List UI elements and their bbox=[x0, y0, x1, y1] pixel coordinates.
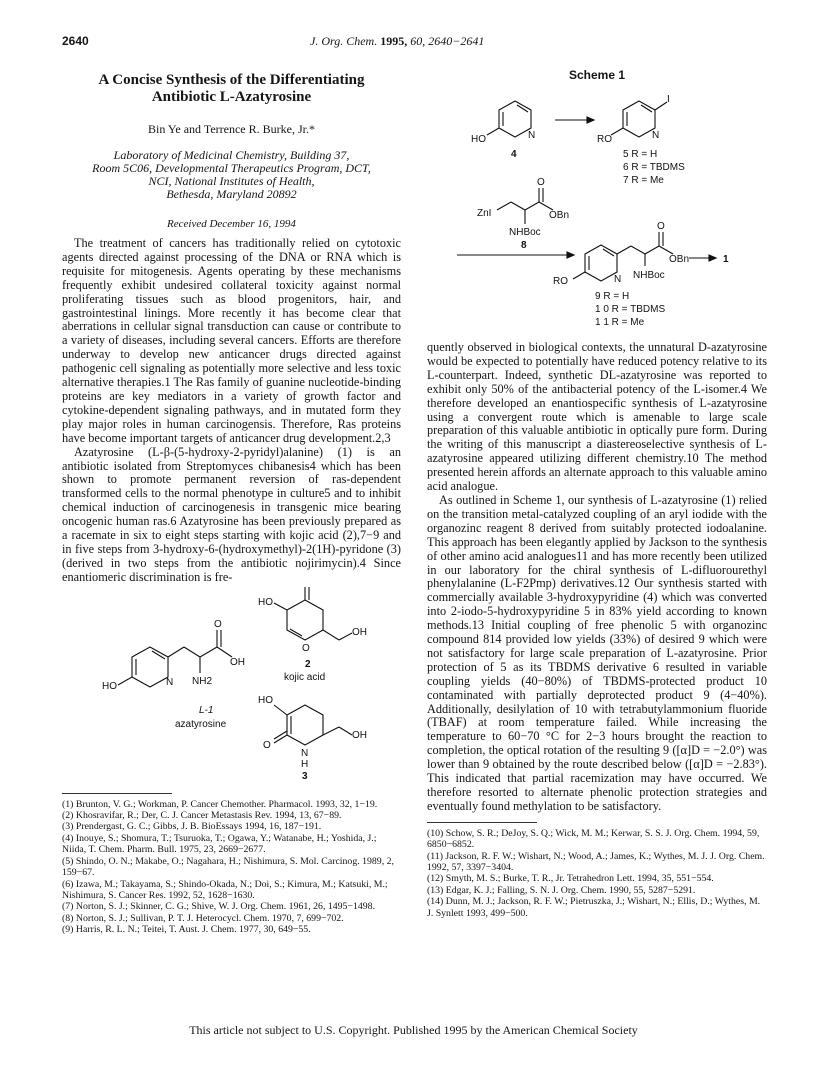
atom-h: H bbox=[301, 758, 309, 770]
compound-name-azatyrosine: azatyrosine bbox=[175, 718, 227, 730]
r-label: 1 0 R = TBDMS bbox=[595, 304, 666, 315]
structures-figure bbox=[62, 585, 401, 780]
atom-n: N bbox=[301, 747, 309, 759]
atom-ho: HO bbox=[258, 694, 273, 706]
atom-nhboc: NHBoc bbox=[633, 270, 665, 281]
compound-4-structure bbox=[487, 101, 531, 137]
atom-ho: HO bbox=[102, 680, 117, 692]
reference-item: (7) Norton, S. J.; Skinner, C. G.; Shive, W. J. Org. Chem. 1961, 26, 1495−1498. bbox=[62, 901, 376, 913]
journal-name: J. Org. Chem. bbox=[310, 34, 378, 48]
affiliation bbox=[62, 149, 401, 201]
right-column bbox=[427, 68, 767, 919]
compound-label-l1: L-1 bbox=[199, 704, 214, 716]
references-left bbox=[62, 799, 401, 936]
references-right bbox=[427, 828, 767, 919]
reference-item: (4) Inouye, S.; Shomura, T.; Tsuruoka, T.; Ogawa, Y.; Watanabe, H.; Yoshida, J.; Niida, T. Chem. Pharm. Bull. 1975, 23, 2669−2677. bbox=[62, 832, 377, 856]
reaction-arrow bbox=[457, 252, 574, 258]
compound-number-8: 8 bbox=[521, 240, 527, 251]
reaction-arrow bbox=[689, 255, 716, 261]
atom-obn: OBn bbox=[669, 254, 690, 265]
authors: Bin Ye and Terrence R. Burke, Jr.* bbox=[148, 122, 315, 136]
reference-item: (1) Brunton, V. G.; Workman, P. Cancer Chemother. Pharmacol. 1993, 32, 1−19. bbox=[62, 798, 378, 810]
footnote-rule bbox=[62, 793, 172, 794]
compound-number-3: 3 bbox=[302, 770, 308, 780]
atom-obn: OBn bbox=[549, 210, 570, 221]
atom-n: N bbox=[614, 274, 622, 285]
atom-o: O bbox=[657, 221, 665, 232]
atom-n: N bbox=[652, 130, 660, 141]
affiliation-line: Bethesda, Maryland 20892 bbox=[166, 187, 297, 201]
atom-o: O bbox=[302, 642, 310, 654]
journal-year: 1995, bbox=[380, 34, 408, 48]
paragraph-intro: The treatment of cancers has traditionally relied on cytotoxic agents directed against processing of the DNA or RNA which is requisite for mitogenesis. Agents operating by these mechanisms frequently exhibit undesired collateral toxicity against normal proliferating tissues such as blood progenitors, hair, and gastrointestinal linings. More recently it has become clear that aberrations in cellular signal transduction can cause or contribute to a variety of diseases, including several cancers. Efforts are therefore underway to develop new anticancer drugs directed against pathogenic cell signaling as potentially more selective and less toxic alternative therapies.1 The Ras family of guanine nucleotide-binding proteins are key mediators in a variety of growth factor and cytokine-dependent signaling pathways, and in mutated form they play major roles in human carcinogensis. Therefore, Ras proteins have become important targets of anticancer drug development.2,3 bbox=[62, 236, 401, 445]
r-label: 9 R = H bbox=[595, 291, 630, 302]
reference-item: (8) Norton, S. J.; Sullivan, P. T. J. Heterocycl. Chem. 1970, 7, 699−702. bbox=[62, 912, 344, 924]
reference-item: (5) Shindo, O. N.; Makabe, O.; Nagahara, H.; Nishimura, S. Mol. Carcinog. 1989, 2, 159−67. bbox=[62, 855, 394, 879]
atom-o: O bbox=[537, 177, 545, 188]
compound-number-4: 4 bbox=[511, 149, 517, 160]
footnote-rule bbox=[427, 822, 537, 823]
r-label: 6 R = TBDMS bbox=[623, 162, 685, 173]
atom-o: O bbox=[263, 739, 271, 751]
reference-item: (2) Khosravifar, R.; Der, C. J. Cancer Metastasis Rev. 1994, 13, 67−89. bbox=[62, 810, 342, 822]
atom-ho: HO bbox=[258, 596, 273, 608]
compound-name-kojic: kojic acid bbox=[284, 671, 326, 683]
journal-volume: 60, 2640−2641 bbox=[410, 34, 485, 48]
reference-item: (3) Prendergast, G. C.; Gibbs, J. B. BioEssays 1994, 16, 187−191. bbox=[62, 821, 322, 833]
compound-number-2: 2 bbox=[305, 658, 311, 670]
affiliation-line: NCI, National Institutes of Health, bbox=[148, 174, 315, 188]
atom-oh: OH bbox=[352, 729, 367, 741]
reference-item: (13) Edgar, K. J.; Falling, S. N. J. Org. Chem. 1990, 55, 5287−5291. bbox=[427, 884, 696, 896]
reference-item: (11) Jackson, R. F. W.; Wishart, N.; Wood, A.; James, K.; Wythes, M. J. J. Org. Chem. 1992, 57, 3397−3404. bbox=[427, 850, 765, 874]
left-column bbox=[62, 68, 401, 936]
atom-o: O bbox=[214, 618, 222, 630]
kojic-acid-structure bbox=[274, 587, 352, 640]
reference-item: (14) Dunn, M. J.; Jackson, R. F. W.; Pietruszka, J.; Wishart, N.; Ellis, D.; Wythes, M. J. Synlett 1993, 499−500. bbox=[427, 896, 761, 919]
title-line-1: A Concise Synthesis of the Differentiating bbox=[98, 72, 365, 88]
journal-citation bbox=[310, 34, 484, 49]
paragraph-continuation: quently observed in biological contexts, the unnatural D-azatyrosine would be expected to potentially have reduced potency relative to its L-counterpart. Indeed, synthetic DL-azatyrosine was reported to exhibit only 50% of the antibacterial potency of the L-isomer.4 We therefore developed an enantiospecific synthesis of L-azatyrosine using a convergent route which is amenable to large scale preparation of this valuable antibiotic in optically pure form. During the writing of this manuscript a diastereoselective synthesis of L-azatyrosine appeared utilizing different chemistry.10 The method presented herein affords an alternate approach to this valuable amino acid analogue. bbox=[427, 340, 767, 494]
scheme-1-figure bbox=[427, 82, 767, 332]
r-label: 5 R = H bbox=[623, 149, 658, 160]
product-number-1: 1 bbox=[723, 254, 729, 265]
page-number: 2640 bbox=[62, 34, 89, 48]
reference-item: (6) Izawa, M.; Takayama, S.; Shindo-Okada, N.; Doi, S.; Kimura, M.; Katsuki, M.; Nishimura, S. Cancer Res. 1992, 52, 1628−1630. bbox=[62, 878, 388, 901]
atom-n: N bbox=[528, 130, 536, 141]
atom-nh2: NH2 bbox=[192, 675, 213, 687]
reagent-8-structure bbox=[497, 188, 553, 224]
atom-i: I bbox=[667, 94, 670, 105]
r-label: 1 1 R = Me bbox=[595, 317, 645, 328]
article-title bbox=[62, 72, 401, 106]
r-label: 7 R = Me bbox=[623, 175, 664, 186]
reaction-arrow bbox=[555, 117, 594, 123]
title-line-2: Antibiotic L-Azatyrosine bbox=[151, 89, 312, 105]
atom-oh: OH bbox=[352, 626, 367, 638]
paragraph-scheme: As outlined in Scheme 1, our synthesis of L-azatyrosine (1) relied on the transition metal-catalyzed coupling of an aryl iodide with the organozinc reagent 8 derived from suitably protected iodoalanine. This approach has been elegantly applied by Jackson to the synthesis of other amino acid analogues11 and has more recently been utilized in our laboratory for the chiral synthesis of L-difluorourethyl phenylalanine (L-F2Pmp) derivatives.12 Our synthesis started with commercially available 3-hydroxypyridine (4) which was converted into 2-iodo-5-hydroxypyridine 5 in 83% yield according to known methods.13 Initial coupling of free phenolic 5 with organozinc compound 814 provided low yields (33%) of desired 9 which were not satisfactory for large scale preparation of L-azatyrosine. Prior protection of 5 as its TBDMS derivative 6 resulted in variable coupling yields (40−80%) of TBDMS-protected product 10 contaminated with partially deprotected product 9 (4−40%). Additionally, desilylation of 10 with tetrabutylammonium fluoride (TBAF) at room temperature failed. While increasing the temperature to 60−70 °C for 2−3 hours brought the reaction to completion, the optical rotation of the resulting 9 ([α]D = −2.0°) was lower than 9 obtained by the route described below ([α]D = −2.83°). This indicated that partial racemization may have occurred. We therefore resorted to alternate phenolic protection strategies and eventually found methylation to be satisfactory. bbox=[427, 492, 767, 813]
atom-ro: RO bbox=[597, 134, 612, 145]
atom-oh: OH bbox=[230, 656, 245, 668]
atom-ho: HO bbox=[471, 134, 486, 145]
reference-item: (9) Harris, R. L. N.; Teitei, T. Aust. J. Chem. 1977, 30, 649−55. bbox=[62, 924, 311, 936]
atom-n: N bbox=[166, 676, 174, 688]
azatyrosine-structure bbox=[118, 630, 232, 687]
atom-nhboc: NHBoc bbox=[509, 227, 541, 238]
paragraph-azatyrosine: Azatyrosine (L-β-(5-hydroxy-2-pyridyl)alanine) (1) is an antibiotic isolated from Streptomyces chibanesis4 which has been shown to promote permanent reversion of ras-dependent transformed cells to the normal phenotype in culture5 and to inhibit chemical induction of carcinogenesis in transgenic mice bearing oncogenic human ras.6 Azatyrosine has been previously prepared as a racemate in six to eight steps starting with kojic acid (2),7−9 and in five steps from 3-hydroxy-6-(hydroxymethyl)-2(1H)-pyridone (3) (derived in two steps from the antibiotic nojirimycin).4 Since enantiomeric discrimination is fre- bbox=[62, 444, 401, 584]
atom-ro: RO bbox=[553, 276, 568, 287]
affiliation-line: Laboratory of Medicinal Chemistry, Building 37, bbox=[113, 148, 350, 162]
affiliation-line: Room 5C06, Developmental Therapeutics Program, DCT, bbox=[92, 161, 371, 175]
received-date: Received December 16, 1994 bbox=[167, 218, 296, 230]
scheme-title: Scheme 1 bbox=[568, 68, 626, 82]
copyright-footer: This article not subject to U.S. Copyright. Published 1995 by the American Chemical Society bbox=[189, 1023, 638, 1037]
atom-zni: ZnI bbox=[477, 208, 492, 219]
reference-item: (12) Smyth, M. S.; Burke, T. R., Jr. Tetrahedron Lett. 1994, 35, 551−554. bbox=[427, 873, 714, 885]
pyridone-structure bbox=[274, 705, 352, 745]
reference-item: (10) Schow, S. R.; DeJoy, S. Q.; Wick, M. M.; Kerwar, S. S. J. Org. Chem. 1994, 59, 6850−6852. bbox=[427, 827, 760, 851]
